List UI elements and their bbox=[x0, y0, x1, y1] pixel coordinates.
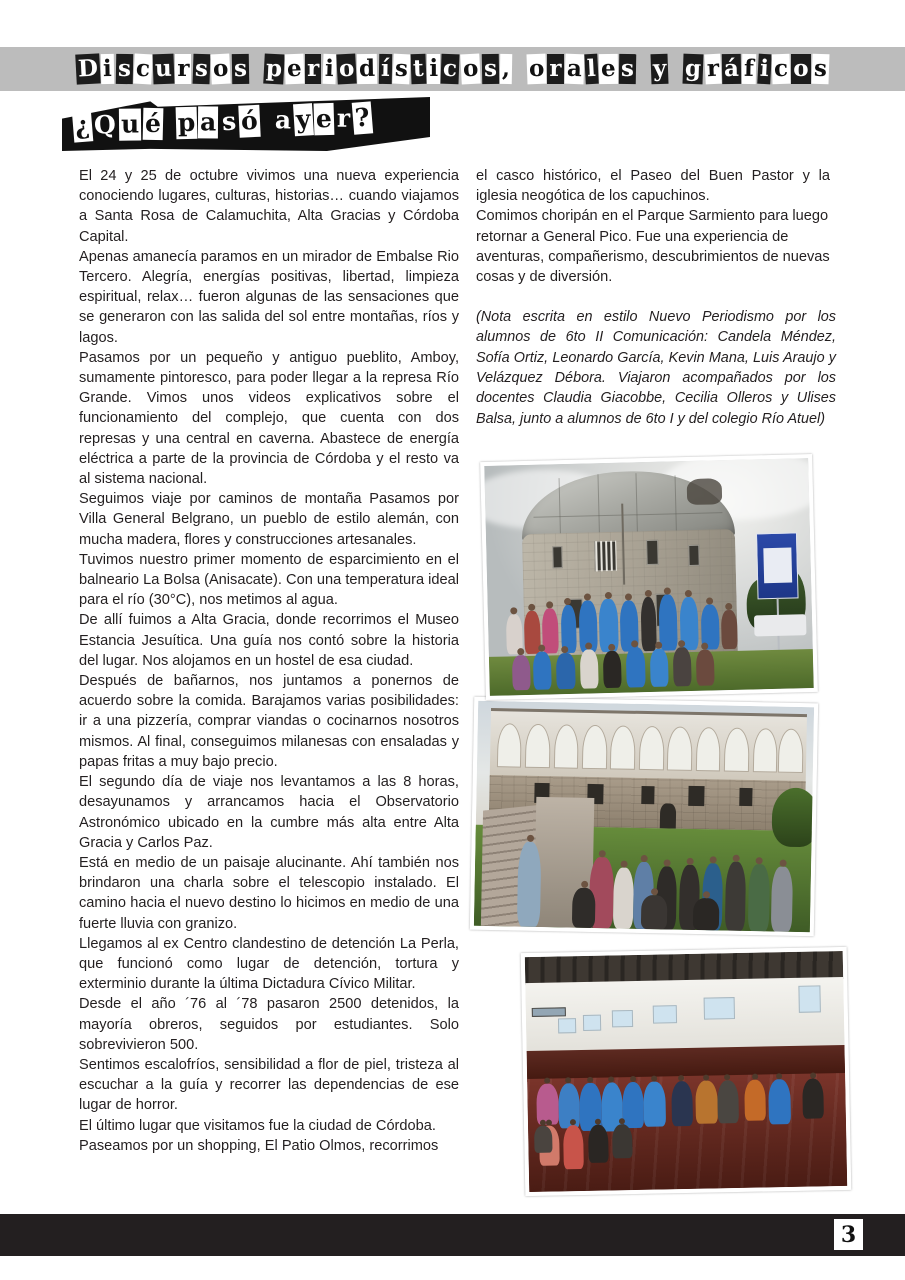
left-paragraph: Apenas amanecía paramos en un mirador de Embalse Rio Tercero. Alegría, energías positivas, libertad, limpieza espiritual, relax… fueron algunas de las sensaciones que se generaron con las salida del sol entre montañas, ríos y lagos. bbox=[79, 248, 459, 346]
student-group-front-row bbox=[501, 634, 761, 691]
ransom-letter: r bbox=[549, 55, 562, 82]
footer-bar bbox=[0, 1214, 905, 1256]
ransom-letter bbox=[513, 54, 525, 84]
left-paragraph: Tuvimos nuestro primer momento de esparcimiento en el balneario La Bolsa (Anisacate). Con una temperatura ideal para el río (30°C), nos metimos al agua. bbox=[79, 551, 459, 609]
article-right-column bbox=[476, 166, 830, 287]
ransom-letter: e bbox=[314, 103, 335, 136]
ransom-letter: y bbox=[651, 54, 669, 85]
right-paragraph: Comimos choripán en el Parque Sarmiento para luego retornar a General Pico. Fue una experiencia de aventuras, compañerismo, descubrimientos de nuevas cosas y de diversión. bbox=[476, 208, 830, 286]
estancia-photo-scene bbox=[474, 701, 814, 932]
ransom-letter: r bbox=[177, 55, 190, 82]
left-paragraph: El 24 y 25 de octubre vivimos una nueva experiencia conociendo lugares, culturas, historias… cuando viajamos a Santa Rosa de Calamuchita, Alta Gracias y Córdoba Capital. bbox=[79, 168, 459, 245]
ransom-letter: d bbox=[357, 54, 378, 84]
ransom-letter: r bbox=[704, 54, 722, 85]
article-credit-note bbox=[476, 307, 836, 429]
ransom-letter: s bbox=[232, 54, 249, 84]
left-paragraph: Llegamos al ex Centro clandestino de detención La Perla, que funcionó como lugar de detención, tortura y exterminio durante la última Dictadura Cívico Militar. bbox=[79, 935, 459, 993]
ransom-letter: a bbox=[198, 106, 218, 138]
ransom-letter: o bbox=[336, 54, 357, 85]
ransom-letter: Q bbox=[93, 109, 117, 140]
la-perla-photo-scene bbox=[525, 951, 847, 1192]
observatory-photo bbox=[480, 454, 818, 700]
left-paragraph: Después de bañarnos, nos juntamos a ponernos de acuerdo sobre la comida. Barajamos varias posibilidades: ir a una pizzería, comprar viandas o cocinarnos nosotros mismos. Al final, conseguimos milanesas con ensaladas y papas fritas a muy bajo precio. bbox=[79, 673, 459, 770]
ransom-letter: r bbox=[336, 103, 351, 133]
left-paragraph: Seguimos viaje por caminos de montaña Pasamos por Villa General Belgrano, un pueblo de estilo alemán, con mucha madera, flores y construcciones artesanales. bbox=[79, 491, 459, 548]
credit-note-text: (Nota escrita en estilo Nuevo Periodismo por los alumnos de 6to II Comunicación: Candela Méndez, Sofía Ortiz, Leonardo García, Kevin Mana, Luis Araujo y Velázquez Débora. Viajaron acompañados por los docentes Claudia Giacobbe, Cecilia Olleros y Ulises Balsa, junto a alumnos de 6to I y del colegio Río Atuel) bbox=[476, 309, 836, 427]
ransom-letter: u bbox=[153, 54, 175, 85]
left-paragraph: Pasamos por un pequeño y antiguo pueblito, Amboy, sumamente pintoresco, para poder llegar a la represa Río Grande. Vimos unos videos explicativos sobre el funcionamiento del complejo, que cuenta con dos represas y una central en caverna. Abastece de energía eléctrica a parte de la provincia de Córdoba y el resto va al sistema nacional. bbox=[79, 349, 459, 488]
ransom-letter: ó bbox=[238, 105, 260, 138]
ransom-letter: y bbox=[293, 103, 314, 136]
ransom-letter: s bbox=[192, 54, 210, 85]
ransom-letter: a bbox=[274, 105, 292, 135]
left-paragraph: El segundo día de viaje nos levantamos a las 8 horas, desayunamos y arrancamos hacia el Observatorio Astronómico ubicado en la cumbre más alta entre Alta Gracia y Carlos Paz. bbox=[79, 774, 459, 851]
left-paragraph: Sentimos escalofríos, sensibilidad a flor de piel, tristeza al escuchar a la guía y recorrer las dependencias de ese lugar de horror. bbox=[79, 1056, 459, 1114]
colonnade bbox=[490, 708, 807, 785]
ransom-letter: é bbox=[142, 108, 163, 140]
ransom-letter: a bbox=[564, 54, 584, 85]
ransom-letter: i bbox=[101, 54, 114, 84]
ransom-letter: o bbox=[793, 55, 809, 82]
ransom-letter: s bbox=[619, 54, 636, 84]
ransom-letter: c bbox=[133, 54, 153, 85]
page-number: 3 bbox=[834, 1219, 863, 1250]
information-sign bbox=[756, 532, 798, 599]
ransom-letter: o bbox=[210, 54, 231, 85]
ransom-letter: l bbox=[584, 54, 598, 85]
ransom-letter: g bbox=[683, 54, 704, 85]
ransom-letter: s bbox=[392, 54, 411, 85]
ransom-letter: D bbox=[75, 53, 100, 84]
student-group bbox=[514, 825, 805, 932]
right-paragraph: el casco histórico, el Paseo del Buen Pastor y la iglesia neogótica de los capuchinos. bbox=[476, 168, 830, 205]
ransom-letter: u bbox=[119, 108, 142, 140]
ransom-letter: c bbox=[441, 54, 460, 85]
seated-students-front bbox=[534, 1122, 758, 1192]
ransom-letter: ¿ bbox=[71, 109, 92, 142]
ransom-letter: i bbox=[322, 54, 336, 84]
ransom-letter: ? bbox=[352, 101, 373, 134]
left-paragraph: El último lugar que visitamos fue la ciudad de Córdoba. Paseamos por un shopping, El Patio Olmos, recorrimos bbox=[79, 1117, 439, 1154]
ransom-letter: i bbox=[757, 54, 771, 85]
ransom-letter: o bbox=[460, 54, 481, 85]
ransom-letter: , bbox=[500, 54, 513, 84]
observatory-photo-scene bbox=[484, 458, 814, 696]
ransom-letter: p bbox=[263, 53, 285, 84]
ransom-letter: r bbox=[307, 55, 320, 82]
ransom-letter: e bbox=[599, 54, 618, 84]
ransom-letter: i bbox=[429, 55, 439, 82]
ransom-letter bbox=[261, 105, 273, 136]
ransom-letter: e bbox=[285, 54, 305, 85]
left-paragraph: Desde el año ´76 al ´78 pasaron 2500 detenidos, la mayoría obreros, seguidos por estudiantes. Solo sobrevivieron 500. bbox=[79, 996, 459, 1053]
masthead-title bbox=[0, 47, 905, 91]
ransom-letter: s bbox=[811, 54, 829, 85]
ransom-letter: p bbox=[175, 107, 197, 140]
ransom-letter bbox=[163, 107, 175, 138]
left-paragraph: Está en medio de un paisaje alucinante. Ahí también nos brindaron una charla sobre el telescopio instalado. El camino hacia el nuevo destino lo hicimos en medio de una fuerte lluvia con granizo. bbox=[79, 854, 459, 932]
ransom-letter: s bbox=[220, 106, 238, 137]
ransom-letter bbox=[250, 54, 262, 84]
estancia-photo bbox=[470, 697, 818, 937]
parked-car bbox=[754, 615, 806, 637]
masthead-title-letters bbox=[75, 54, 829, 84]
left-paragraph: De allí fuimos a Alta Gracia, donde recorrimos el Museo Estancia Jesuítica. Una guía nos contó sobre la historia del lugar. Nos alojamos en un hostel de esa ciudad. bbox=[79, 612, 459, 669]
la-perla-photo bbox=[521, 947, 852, 1196]
ransom-letter bbox=[638, 54, 650, 84]
wall-picture bbox=[532, 1007, 566, 1017]
ransom-letter: á bbox=[722, 54, 741, 84]
ransom-letter: f bbox=[742, 54, 756, 84]
article-left-column bbox=[79, 166, 459, 1156]
ransom-letter: s bbox=[481, 54, 498, 84]
ransom-letter: t bbox=[411, 54, 427, 84]
ransom-letter: c bbox=[771, 54, 790, 85]
ransom-letter: s bbox=[115, 54, 132, 84]
ransom-letter: o bbox=[526, 54, 546, 85]
ransom-letter: í bbox=[379, 54, 392, 84]
ransom-letter bbox=[670, 54, 682, 84]
headline bbox=[62, 97, 462, 151]
